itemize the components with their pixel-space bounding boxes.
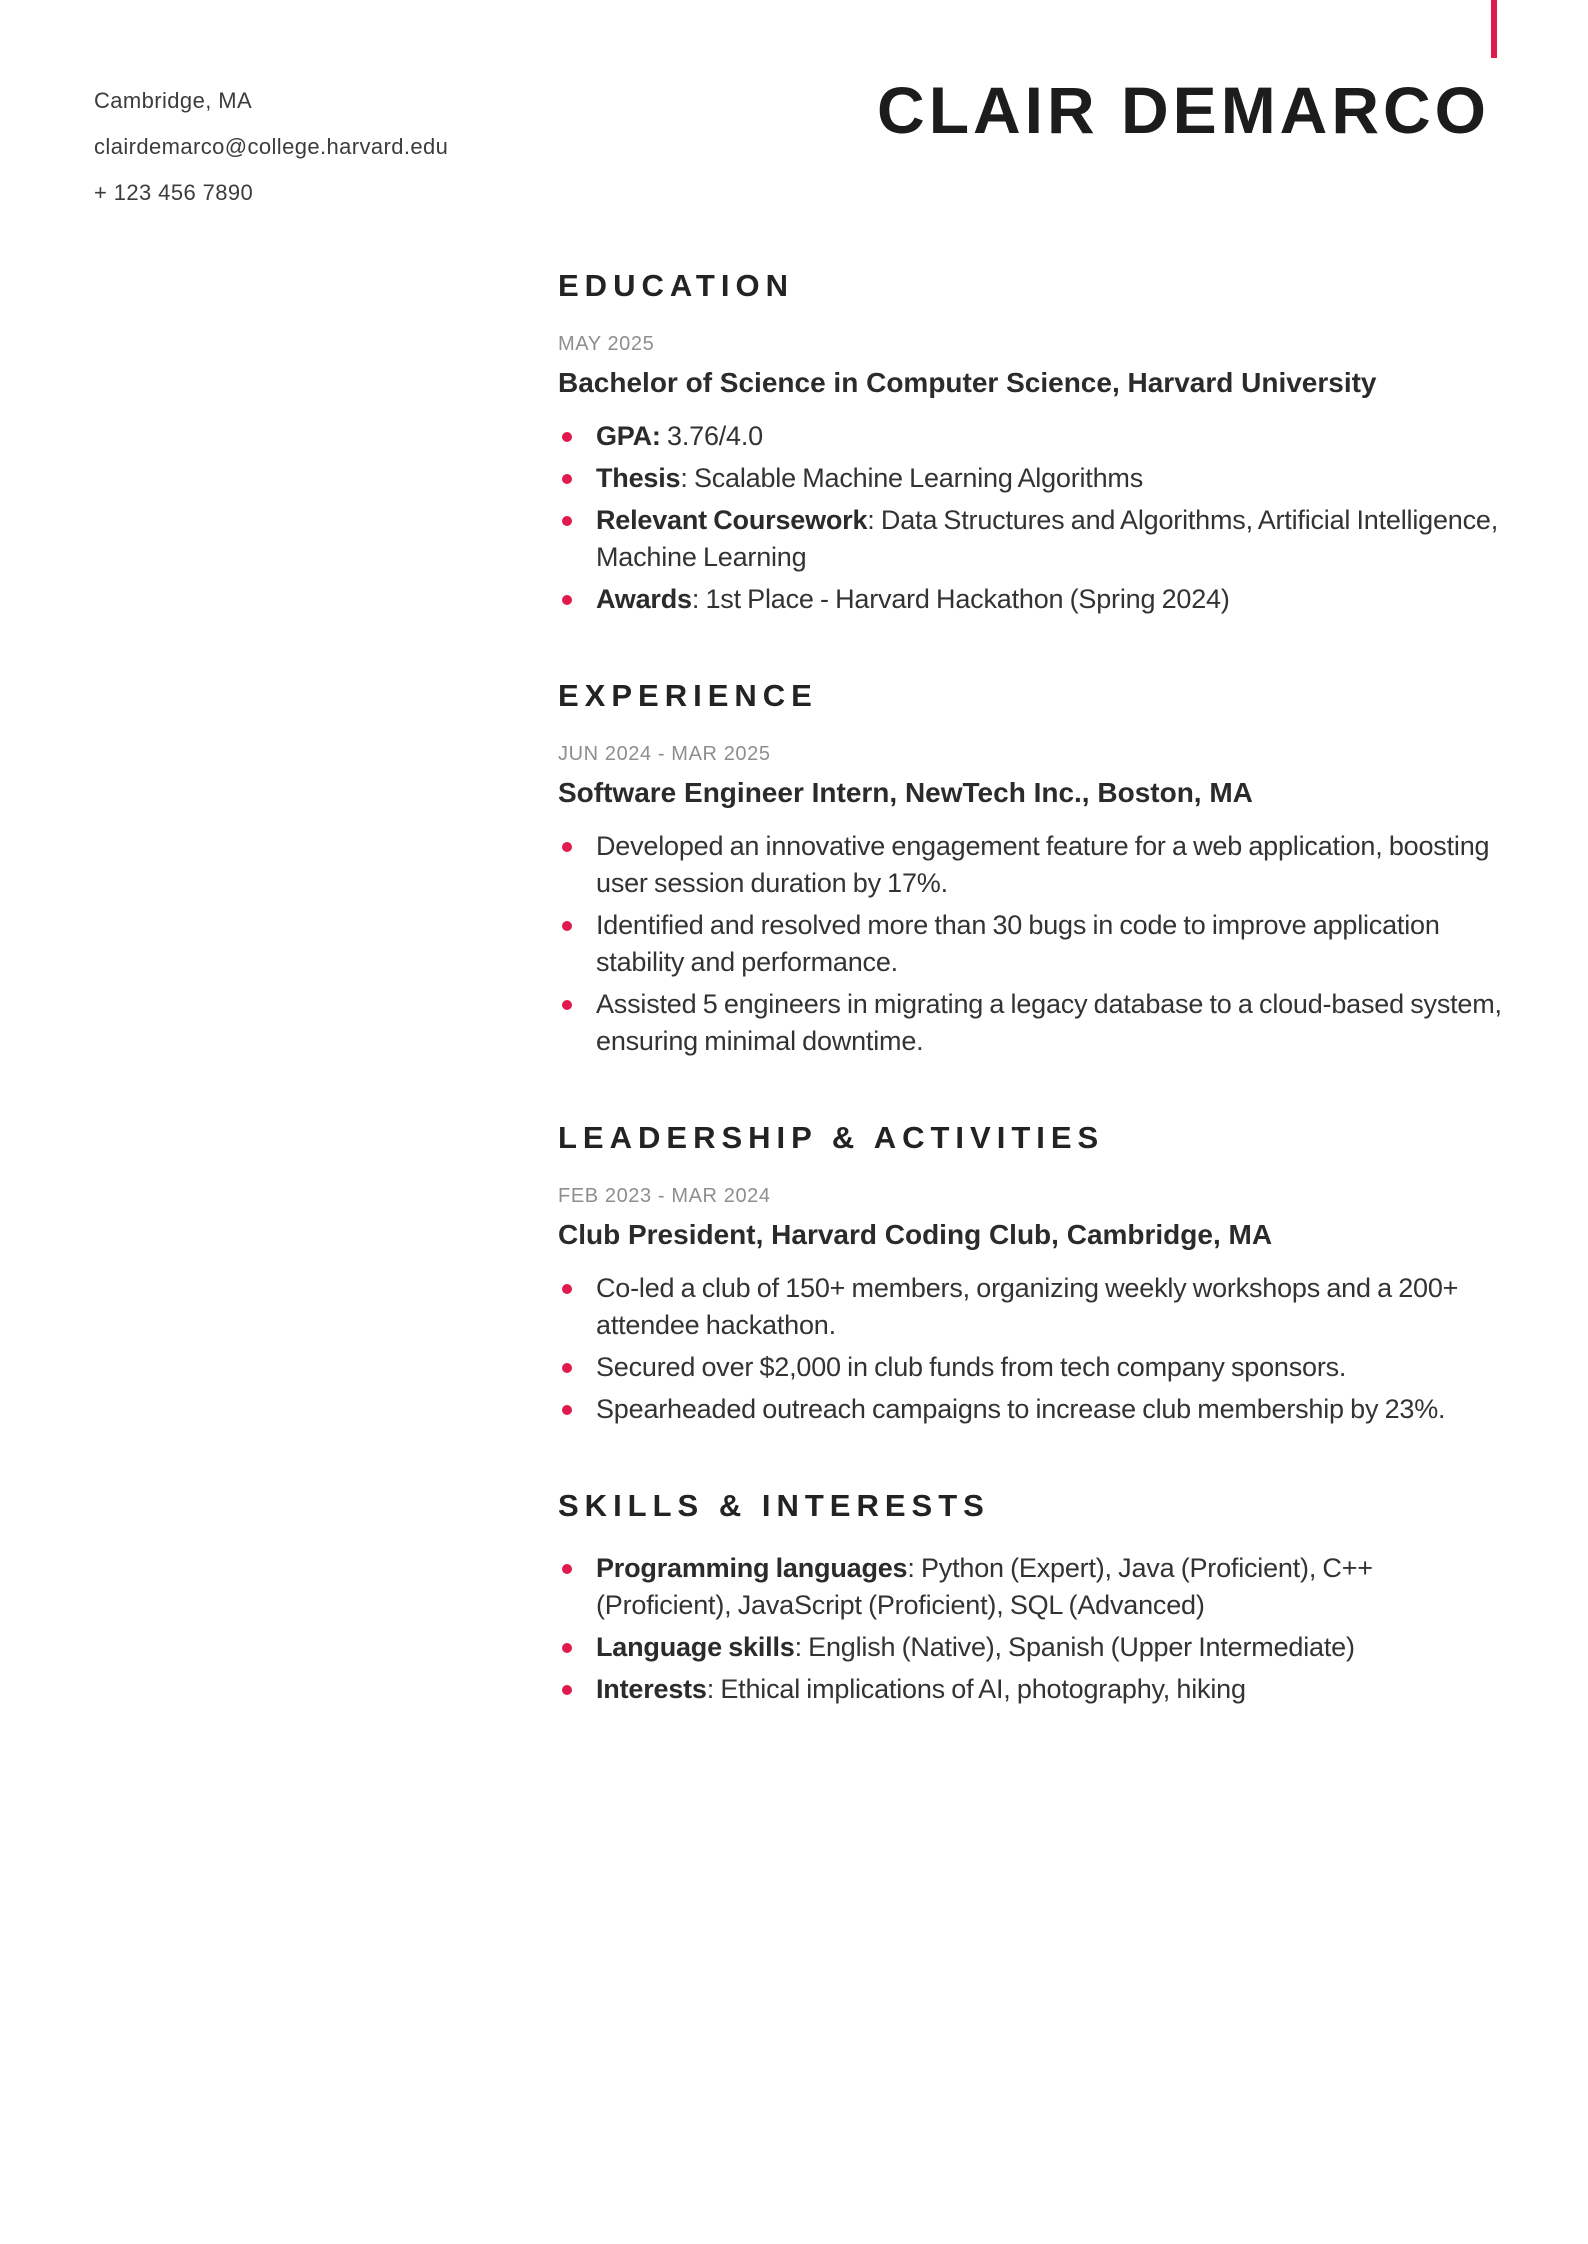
bullet-text: : Ethical implications of AI, photography, hiking <box>706 1674 1246 1704</box>
bullet-text: Spearheaded outreach campaigns to increase club membership by 23%. <box>596 1394 1446 1424</box>
section-title: LEADERSHIP & ACTIVITIES <box>558 1120 1105 1155</box>
bullet-label: Language skills <box>596 1632 795 1662</box>
bullet-text: : Data Structures and Algorithms, Artificial Intelligence, Machine Learning <box>596 505 1499 572</box>
entry-heading: Club President, Harvard Coding Club, Cambridge, MA <box>558 1219 1273 1250</box>
bullet-text: Developed an innovative engagement feature for a web application, boosting user session duration by 17%. <box>596 831 1490 898</box>
bullet-text: 3.76/4.0 <box>660 421 763 451</box>
bullet-list <box>558 828 1510 1060</box>
bullet-text: Secured over $2,000 in club funds from tech company sponsors. <box>596 1352 1347 1382</box>
bullet-item <box>558 1550 1510 1624</box>
section-experience <box>558 676 1510 1060</box>
bullet-text: Identified and resolved more than 30 bugs in code to improve application stability and performance. <box>596 910 1440 977</box>
bullet-item <box>558 460 1510 497</box>
bullet-label: Thesis <box>596 463 681 493</box>
candidate-name: CLAIR DEMARCO <box>877 73 1490 147</box>
section-leadership-activities <box>558 1118 1510 1428</box>
section-date: FEB 2023 - MAR 2024 <box>558 1185 771 1207</box>
contact-block <box>94 78 448 216</box>
section-date: MAY 2025 <box>558 333 655 355</box>
bullet-label: Programming languages <box>596 1553 908 1583</box>
section-title: EDUCATION <box>558 268 794 303</box>
bullet-item <box>558 907 1510 981</box>
bullet-item <box>558 1391 1510 1428</box>
bullet-item <box>558 1671 1510 1708</box>
bullet-label: Interests <box>596 1674 707 1704</box>
bullet-item <box>558 502 1510 576</box>
bullet-text: : Python (Expert), Java (Proficient), C++ (Proficient), JavaScript (Proficient), SQL (Advanced) <box>596 1553 1373 1620</box>
section-skills-interests <box>558 1486 1510 1708</box>
bullet-item <box>558 418 1510 455</box>
bullet-text: : English (Native), Spanish (Upper Intermediate) <box>794 1632 1355 1662</box>
bullet-list <box>558 1270 1510 1428</box>
bullet-item <box>558 1629 1510 1666</box>
contact-phone: + 123 456 7890 <box>94 180 254 205</box>
section-title: EXPERIENCE <box>558 678 818 713</box>
bullet-item <box>558 1349 1510 1386</box>
contact-location: Cambridge, MA <box>94 88 253 113</box>
section-title: SKILLS & INTERESTS <box>558 1488 990 1523</box>
bullet-label: GPA: <box>596 421 661 451</box>
bullet-label: Awards <box>596 584 692 614</box>
entry-heading: Software Engineer Intern, NewTech Inc., Boston, MA <box>558 777 1253 808</box>
bullet-item <box>558 986 1510 1060</box>
bullet-text: Co-led a club of 150+ members, organizing weekly workshops and a 200+ attendee hackathon. <box>596 1273 1459 1340</box>
contact-email: clairdemarco@college.harvard.edu <box>94 134 449 159</box>
bullet-text: Assisted 5 engineers in migrating a legacy database to a cloud-based system, ensuring minimal downtime. <box>596 989 1502 1056</box>
bullet-text: : Scalable Machine Learning Algorithms <box>680 463 1144 493</box>
bullet-item <box>558 828 1510 902</box>
bullet-list <box>558 418 1510 618</box>
section-education <box>558 266 1510 618</box>
bullet-item <box>558 1270 1510 1344</box>
resume-body <box>558 0 1510 1713</box>
bullet-text: : 1st Place - Harvard Hackathon (Spring 2024) <box>691 584 1230 614</box>
bullet-item <box>558 581 1510 618</box>
bullet-list <box>558 1550 1510 1708</box>
bullet-label: Relevant Coursework <box>596 505 868 535</box>
entry-heading: Bachelor of Science in Computer Science, Harvard University <box>558 367 1377 398</box>
section-date: JUN 2024 - MAR 2025 <box>558 743 771 765</box>
